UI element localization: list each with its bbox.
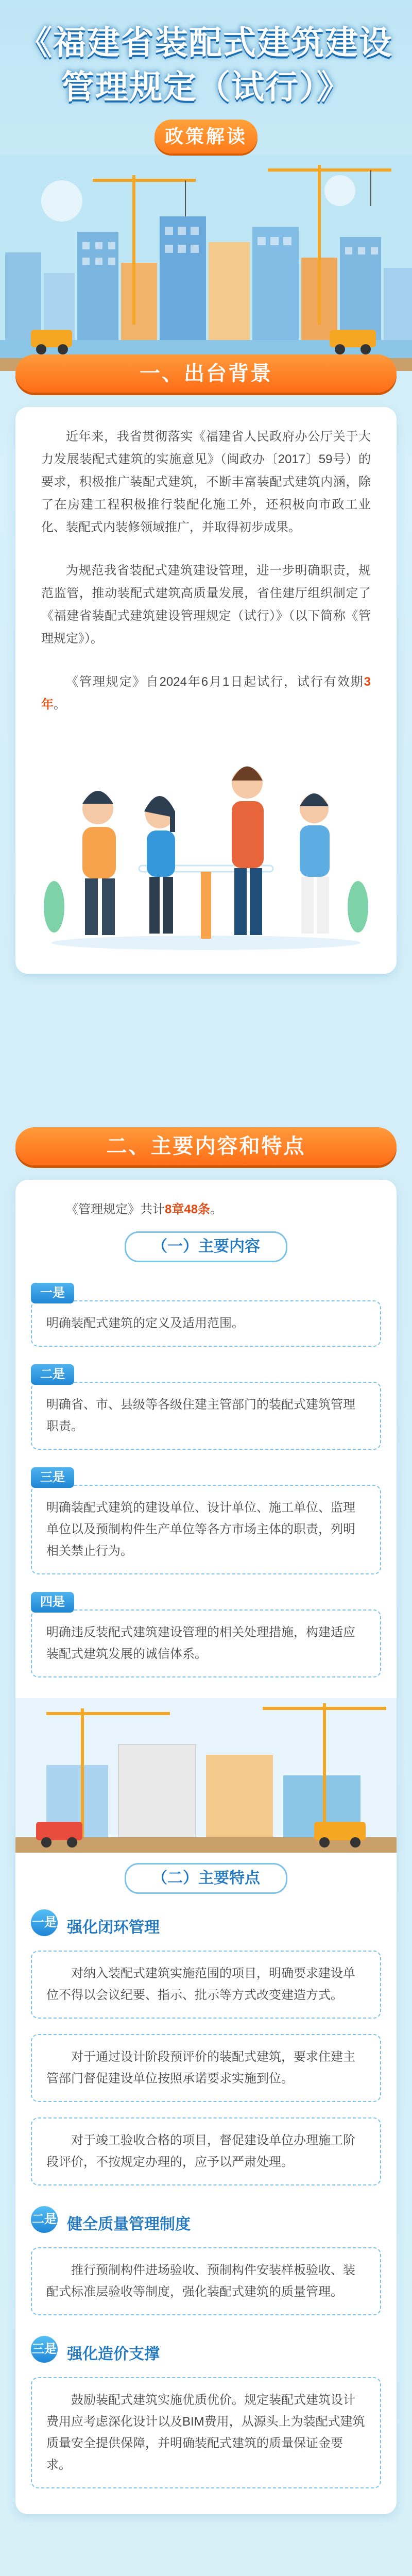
feature-1-paragraph-3: 对于竣工验收合格的项目，督促建设单位办理施工阶段评价，不按规定办理的，应予以严肃处理。 bbox=[31, 2117, 381, 2185]
subsection-main-content bbox=[108, 1231, 304, 1262]
feature-2-paragraph-1: 推行预制构件进场验收、预制构件安装样板验收、装配式标准层验收等制度，强化装配式建筑的质量管理。 bbox=[31, 2247, 381, 2315]
city-construction-illustration bbox=[0, 155, 412, 371]
item-text: 明确装配式建筑的定义及适用范围。 bbox=[31, 1300, 381, 1347]
item-tag: 三是 bbox=[31, 1467, 74, 1488]
item-text: 明确省、市、县级等各级住建主管部门的装配式建筑管理职责。 bbox=[31, 1382, 381, 1450]
background-paragraph-3: 《管理规定》自2024年6月1日起试行，试行有效期3年。 bbox=[41, 675, 371, 711]
chapters-articles-highlight: 8章48条 bbox=[165, 1202, 211, 1216]
section2-title: 二、主要内容和特点 bbox=[106, 1135, 306, 1158]
subsection-features bbox=[108, 1863, 304, 1894]
content-item-2 bbox=[15, 1364, 397, 1450]
title-line-1: 《福建省装配式建筑建设 bbox=[19, 24, 393, 61]
section1-title: 一、出台背景 bbox=[140, 362, 272, 385]
feature-tag: 二是 bbox=[31, 2206, 58, 2233]
content-item-3 bbox=[15, 1467, 397, 1574]
item-text: 明确违反装配式建筑建设管理的相关处理措施，构建适应装配式建筑发展的诚信体系。 bbox=[31, 1609, 381, 1677]
page-title bbox=[0, 21, 412, 109]
feature-2-header bbox=[15, 2206, 397, 2237]
feature-tag: 三是 bbox=[31, 2336, 58, 2363]
background-paragraph-2: 为规范我省装配式建筑建设管理，进一步明确职责，规范监管，推动装配式建筑高质量发展，省住建厅组织制定了《福建省装配式建筑建设管理规定（试行）》（以下简称《管理规定》）。 bbox=[41, 564, 371, 646]
content-item-1 bbox=[15, 1283, 397, 1347]
main-content-card bbox=[15, 1180, 397, 2514]
background-card bbox=[15, 407, 397, 974]
hero-banner bbox=[0, 0, 412, 371]
policy-interpretation-badge: 政策解读 bbox=[154, 120, 258, 154]
feature-title: 健全质量管理制度 bbox=[67, 2216, 191, 2233]
subsection-features-title: （二）主要特点 bbox=[125, 1863, 287, 1894]
item-text: 明确装配式建筑的建设单位、设计单位、施工单位、监理单位以及预制构件生产单位等各方市场主体的职责，列明相关禁止行为。 bbox=[31, 1485, 381, 1574]
title-line-2: 管理规定（试行）》 bbox=[61, 69, 351, 106]
construction-site-illustration bbox=[15, 1698, 397, 1853]
section2-heading bbox=[15, 1123, 397, 1170]
feature-title: 强化造价支撑 bbox=[67, 2346, 160, 2363]
feature-tag: 一是 bbox=[31, 1909, 58, 1936]
subsection-main-content-title: （一）主要内容 bbox=[125, 1231, 287, 1262]
item-tag: 二是 bbox=[31, 1364, 74, 1385]
feature-1-paragraph-1: 对纳入装配式建筑实施范围的项目，明确要求建设单位不得以会议纪要、指示、批示等方式改变建造方式。 bbox=[31, 1951, 381, 2019]
content-item-4 bbox=[15, 1592, 397, 1677]
feature-3-paragraph-1: 鼓励装配式建筑实施优质优价。规定装配式建筑设计费用应考虑深化设计以及BIM费用，从源头上为装配式建筑质量安全提供保障，并明确装配式建筑的质量保证金要求。 bbox=[31, 2377, 381, 2488]
item-tag: 四是 bbox=[31, 1592, 74, 1613]
feature-3-header bbox=[15, 2336, 397, 2367]
feature-title: 强化闭环管理 bbox=[67, 1919, 160, 1936]
feature-1-header bbox=[15, 1909, 397, 1940]
section1-heading bbox=[15, 350, 397, 397]
feature-1-paragraph-2: 对于通过设计阶段预评价的装配式建筑，要求住建主管部门督促建设单位按照承诺要求实施到位。 bbox=[31, 2034, 381, 2102]
regulation-summary: 《管理规定》共计8章48条。 bbox=[66, 1202, 223, 1216]
item-tag: 一是 bbox=[31, 1283, 74, 1303]
meeting-people-illustration bbox=[41, 737, 371, 953]
trial-period-highlight: 3年 bbox=[41, 675, 371, 711]
background-paragraph-1: 近年来，我省贯彻落实《福建省人民政府办公厅关于大力发展装配式建筑的实施意见》（闽政办〔2017〕59号）的要求，积极推广装配式建筑，不断丰富装配式建筑内涵，除了在房建工程积极推行装配化施工外，还积极向市政工业化、装配式内装修领域推广，并取得初步成果。 bbox=[41, 430, 371, 534]
